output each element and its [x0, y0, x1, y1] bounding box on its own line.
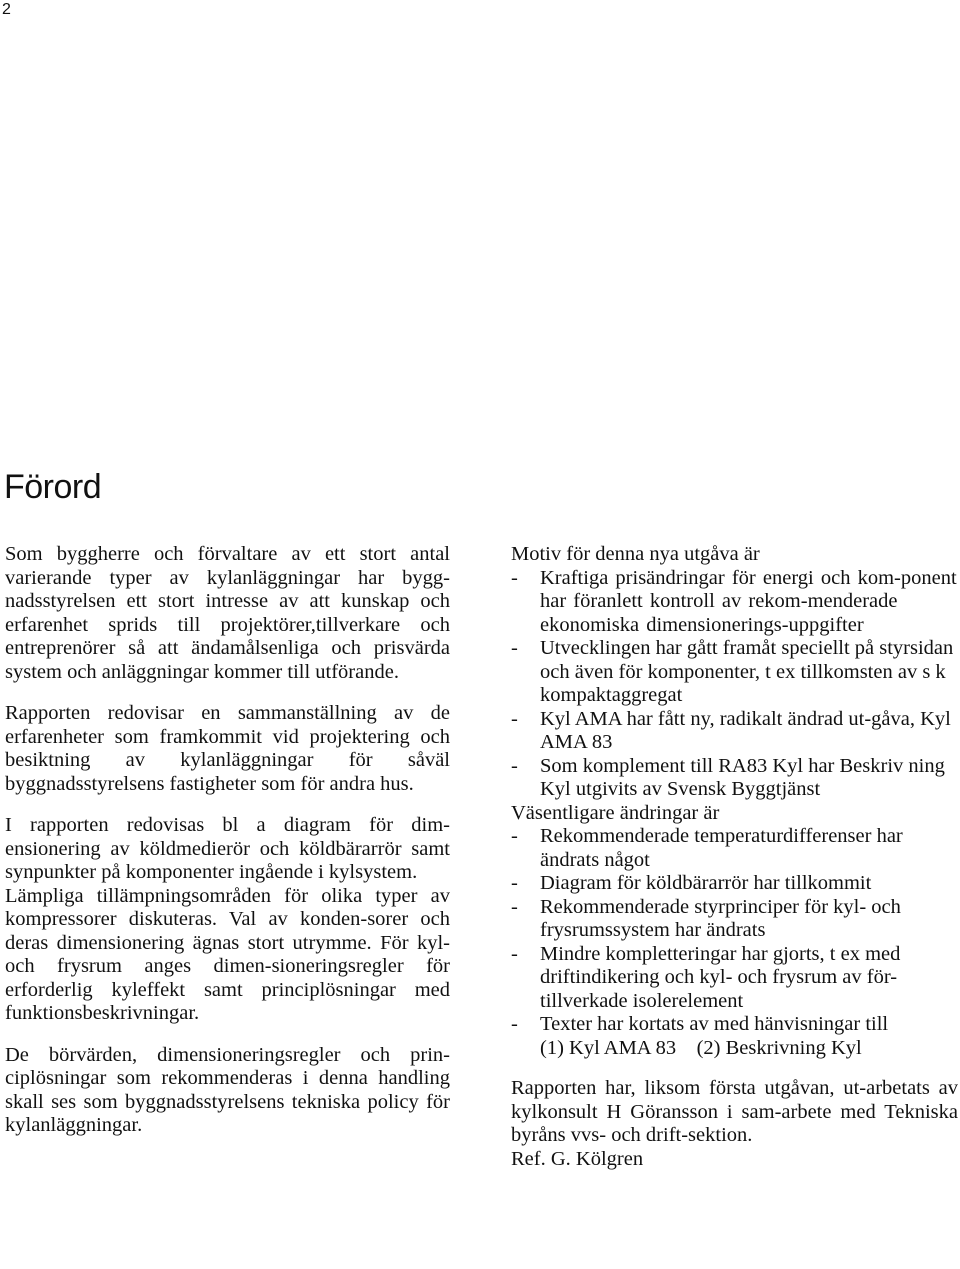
dash-bullet: - — [511, 872, 518, 894]
dash-bullet: - — [511, 707, 518, 730]
left-column — [5, 543, 450, 1156]
right-column — [511, 543, 958, 1171]
list-item-text: Kraftiga prisändringar för energi och kom-ponent har föranlett kontroll av rekom-menderade ekonomiska dimensionerings-uppgifter — [540, 566, 957, 636]
list-item-text: Rekommenderade temperaturdifferenser har ändrats något — [540, 825, 903, 871]
list-item — [511, 1013, 958, 1060]
list-item — [511, 943, 958, 1014]
dash-bullet: - — [511, 566, 518, 589]
dash-bullet: - — [511, 825, 518, 847]
signature: Ref. G. Kölgren — [511, 1147, 644, 1170]
list-item-text: Som komplement till RA83 Kyl har Beskriv ning Kyl utgivits av Svensk Byggtjänst — [540, 754, 945, 800]
list-item-text: Mindre kompletteringar har gjorts, t ex med driftindikering och kyl- och frysrum av för-tillverkade isolerelement — [540, 942, 901, 1012]
list-item — [511, 708, 958, 755]
dash-bullet: - — [511, 1013, 518, 1035]
page-heading: Förord — [4, 468, 102, 506]
dash-bullet: - — [511, 754, 518, 777]
list-item — [511, 755, 958, 802]
dash-bullet: - — [511, 942, 518, 965]
changes-list — [511, 825, 958, 1060]
list-item — [511, 567, 958, 638]
dash-bullet: - — [511, 637, 518, 659]
policy-paragraph: De börvärden, dimensioneringsregler och prin-ciplösningar som rekommenderas i denna handling skall ses som byggnadsstyrelsens tekniska policy för kylanläggningar. — [5, 1043, 450, 1136]
list-item-text: Utvecklingen har gått framåt speciellt på styrsidan och även för komponenter, t ex tillkomsten av s k kompaktaggregat — [540, 637, 954, 706]
page-number: 2 — [2, 1, 11, 18]
report-summary-paragraph: Rapporten redovisar en sammanställning av de erfarenheter som framkommit vid projektering och besiktning av kylanläggningar för såväl byggnadsstyrelsens fastigheter som för andra hus. — [5, 702, 450, 795]
report-contents-paragraph: I rapporten redovisas bl a diagram för dim-ensionering av köldmedierör och köldbärarrör samt synpunkter på komponenter ingående i kylsystem. — [5, 814, 450, 883]
compressor-paragraph: Lämpliga tillämpningsområden för olika typer av kompressorer diskuteras. Val av konden-sorer och deras dimensionering ägnas stort utrymme. För kyl- och frysrum anges dimen-sioneringsregler för erforderlig kyleffekt samt principlösningar med funktionsbeskrivningar. — [5, 884, 450, 1024]
dash-bullet: - — [511, 895, 518, 918]
list-item-text: Diagram för köldbärarrör har tillkommit — [540, 872, 872, 894]
list-item-text: Rekommenderade styrprinciper för kyl- och frysrumssystem har ändrats — [540, 895, 901, 941]
list-item — [511, 896, 958, 943]
changes-lead: Väsentligare ändringar är — [511, 801, 720, 824]
list-item-text: Texter har kortats av med hänvisningar till — [540, 1013, 889, 1035]
list-item — [511, 825, 958, 872]
motiv-list — [511, 567, 958, 802]
motiv-lead: Motiv för denna nya utgåva är — [511, 543, 760, 565]
reference-list: (1) Kyl AMA 83 (2) Beskrivning Kyl — [540, 1036, 862, 1059]
list-item — [511, 637, 958, 708]
closing-paragraph: Rapporten har, liksom första utgåvan, ut-arbetats av kylkonsult H Göransson i sam-arbete med Tekniska byråns vvs- och drift-sektion. — [511, 1077, 958, 1146]
list-item-text: Kyl AMA har fått ny, radikalt ändrad ut-gåva, Kyl AMA 83 — [540, 707, 951, 753]
list-item — [511, 872, 958, 896]
intro-paragraph: Som byggherre och förvaltare av ett stort antal varierande typer av kylanläggningar har bygg-nadsstyrelsen ett stort intresse av att kunskap och erfarenhet sprids till projektörer,tillverkare och entreprenörer så att ändamålsenliga och prisvärda system och anläggningar kommer till utförande. — [5, 543, 450, 683]
